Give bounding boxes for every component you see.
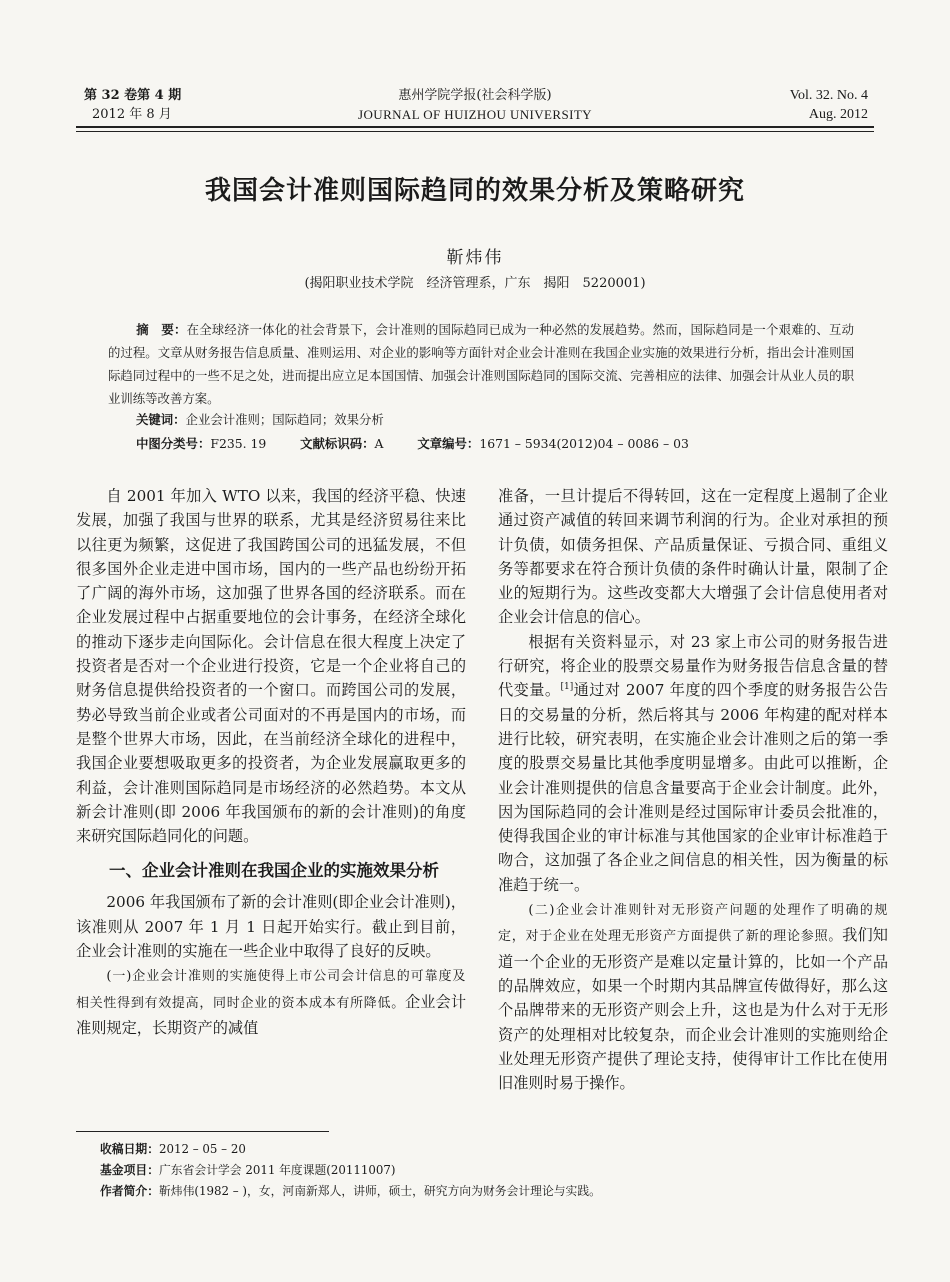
bio-text: 靳炜伟(1982 – )，女，河南新郑人，讲师，硕士，研究方向为财务会计理论与实践。 (159, 1184, 601, 1198)
keywords (136, 410, 384, 430)
footnote-bio (100, 1181, 601, 1202)
header-rule-thick (76, 126, 874, 128)
paragraph-subsection-1 (76, 963, 466, 1040)
body-right-column (498, 484, 888, 1095)
paragraph-subsection-2 (498, 897, 888, 1095)
footnote-rule (76, 1131, 329, 1132)
paragraph-impairment: 准备，一旦计提后不得转回，这在一定程度上遏制了企业通过资产减值的转回来调节利润的行为。企业对承担的预计负债，如债务担保、产品质量保证、亏损合同、重组义务等都要求在符合预计负债的条件时确认计量，限制了企业的短期行为。这些改变都大大增强了会计信息使用者对企业会计信息的信心。 (498, 487, 888, 627)
article-id-label: 文章编号： (417, 436, 480, 451)
volume-issue-en (790, 86, 868, 124)
fund-label: 基金项目： (100, 1163, 159, 1177)
volume-en: Vol. 32. No. 4 (789, 88, 868, 103)
journal-name-cn: 惠州学院学报(社会科学版) (398, 88, 552, 103)
footnotes (100, 1139, 601, 1202)
reference-marker: [1] (560, 682, 574, 693)
abstract-text: 在全球经济一体化的社会背景下，会计准则的国际趋同已成为一种必然的发展趋势。然而，国际趋同是一个艰难的、互动的过程。文章从财务报告信息质量、准则运用、对企业的影响等方面针对企业会计准则在我国企业实施的效果进行分析，指出会计准则国际趋同过程中的一些不足之处，进而提出应立足本国国情、加强会计准则国际趋同的国际交流、完善相应的法律、加强会计从业人员的职业训练等改善方案。 (108, 322, 855, 406)
fund-text: 广东省会计学会 2011 年度课题(20111007) (159, 1163, 396, 1177)
received-date: 2012 – 05 – 20 (159, 1142, 246, 1156)
subsection-2-heading: (二)企业会计准则针对无形资产问题的处理作了明确的规定，对于企业在处理无形资产方面提供了新的理论参照。 (498, 903, 888, 945)
keywords-label: 关键词： (136, 412, 186, 427)
subsection-1-heading: (一)企业会计准则的实施使得上市公司会计信息的可靠度及相关性得到有效提高，同时企业的资本成本有所降低。 (76, 969, 466, 1011)
section-heading-1: 一、企业会计准则在我国企业的实施效果分析 (109, 861, 439, 881)
footnote-received (100, 1139, 601, 1160)
paragraph-2006-standards: 2006 年我国颁布了新的会计准则(即企业会计准则)，该准则从 2007 年 1 月 1 日起开始实行。截止到目前，企业会计准则的实施在一些企业中取得了良好的反映。 (76, 893, 466, 961)
author-name: 靳炜伟 (446, 248, 504, 268)
doc-code-label: 文献标识码： (300, 436, 375, 451)
paragraph-research (498, 630, 888, 897)
doc-code-value: A (374, 436, 384, 451)
clc-value: F235. 19 (210, 436, 267, 451)
clc-label: 中图分类号： (136, 436, 211, 451)
subsection-1-text: 企业会计准则规定，长期资产的减值 (76, 992, 467, 1037)
subsection-2-text: 我们知道一个企业的无形资产是难以定量计算的，比如一个产品的品牌效应，如果一个时期内其品牌宣传做得好，那么这个品牌带来的无形资产则会上升，这也是为什么对于无形资产的处理相对比较复杂，而企业会计准则的实施则给企业处理无形资产提供了理论支持，使得审计工作比在使用旧准则时易于操作。 (498, 926, 888, 1093)
body-left-column (76, 484, 466, 1040)
keywords-text: 企业会计准则；国际趋同；效果分析 (185, 412, 384, 427)
abstract-label: 摘 要： (136, 322, 187, 337)
received-label: 收稿日期： (100, 1142, 159, 1156)
research-text-b: 通过对 2007 年度的四个季度的财务报告公告日的交易量的分析，然后将其与 2006 年构建的配对样本进行比较，研究表明，在实施企业会计准则之后的第一季度的股票交易量比其他季度明显增多。由此可以推断，企业会计准则提供的信息含量要高于企业会计制度。此外，因为国际趋同的会计准则是经过国际审计委员会批准的，使得我国企业的审计标准与其他国家的企业审计标准趋于吻合，这加强了各企业之间信息的相关性，因为衡量的标准趋于统一。 (498, 681, 889, 894)
classification-line (136, 434, 689, 454)
header-rule-thin (76, 131, 874, 132)
abstract (108, 318, 854, 410)
article-id-value: 1671 – 5934(2012)04 – 0086 – 03 (479, 436, 689, 451)
bio-label: 作者简介： (100, 1184, 159, 1198)
article-title: 我国会计准则国际趋同的效果分析及策略研究 (204, 176, 745, 206)
journal-name-en: JOURNAL OF HUIZHOU UNIVERSITY (358, 107, 592, 122)
date-cn: 2012 年 8 月 (92, 107, 172, 122)
date-en: Aug. 2012 (808, 107, 868, 122)
footnote-fund (100, 1160, 601, 1181)
paragraph-intro: 自 2001 年加入 WTO 以来，我国的经济平稳、快速发展，加强了我国与世界的联系，尤其是经济贸易往来比以往更为频繁，这促进了我国跨国公司的迅猛发展，不但很多国外企业走进中国市场，国内的一些产品也纷纷开拓了广阔的海外市场，这加强了世界各国的经济联系。而在企业发展过程中占据重要地位的会计事务，在经济全球化的推动下逐步走向国际化。会计信息在很大程度上决定了投资者是否对一个企业进行投资，它是一个企业将自己的财务信息提供给投资者的一个窗口。而跨国公司的发展，势必导致当前企业或者公司面对的不再是国内的市场，而是整个世界大市场，因此，在当前经济全球化的进程中，我国企业要想吸取更多的投资者，为企业发展赢取更多的利益，会计准则国际趋同是市场经济的必然趋势。本文从新会计准则(即 2006 年我国颁布的新的会计准则)的角度来研究国际趋同化的问题。 (76, 487, 466, 846)
research-text-a: 根据有关资料显示，对 23 家上市公司的财务报告进行研究，将企业的股票交易量作为财务报告信息含量的替代变量。 (498, 632, 888, 700)
volume-cn: 第 32 卷第 4 期 (84, 88, 182, 103)
author-affiliation: (揭阳职业技术学院 经济管理系，广东 揭阳 5220001) (304, 276, 646, 291)
